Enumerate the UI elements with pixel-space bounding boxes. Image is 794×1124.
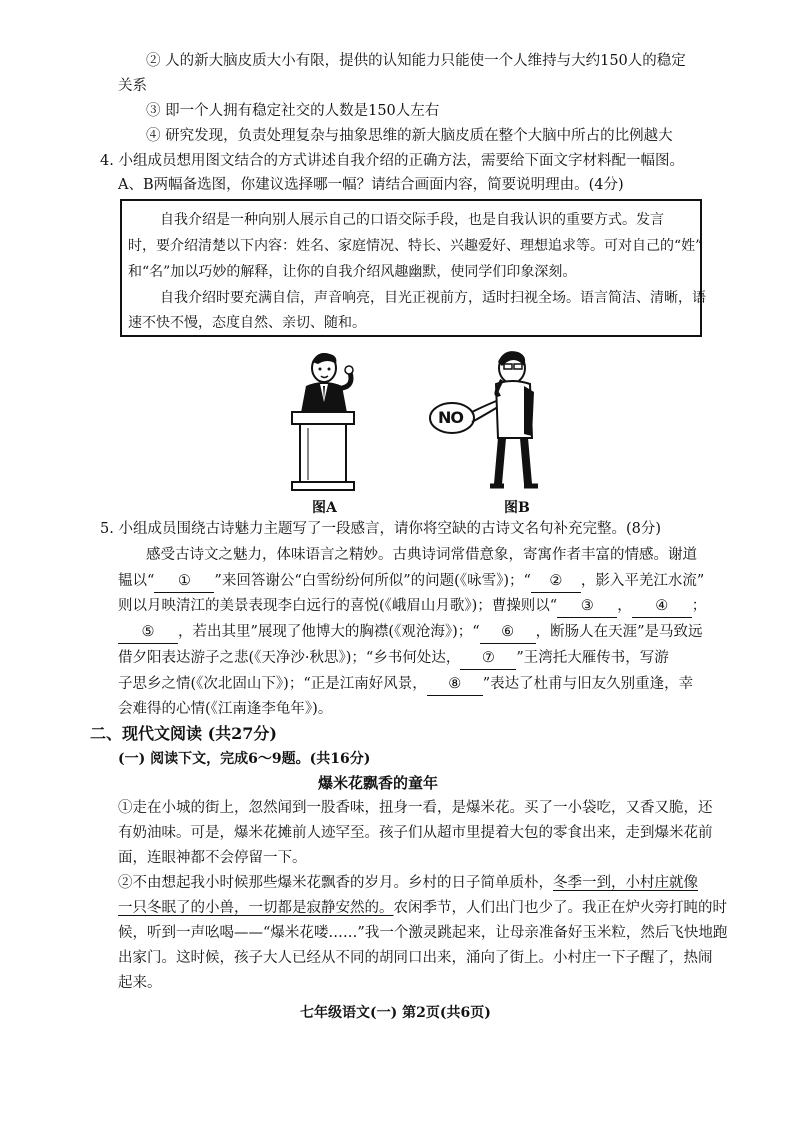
option-2-line-1: ② 人的新大脑皮质大小有限，提供的认知能力只能使一个人维持与大约150人的稳定 <box>146 53 686 69</box>
underlined-sentence: 冬季一到，小村庄就像 <box>553 875 698 891</box>
q5-paragraph-line-6 <box>118 673 693 696</box>
caption-figure-b: 图B <box>504 500 530 516</box>
blank-7[interactable]: ⑦ <box>460 647 516 670</box>
article-para-1-line-1: ①走在小城的街上，忽然闻到一股香味，扭身一看，是爆米花。买了一小袋吃，又香又脆，还 <box>118 800 713 816</box>
option-4: ④ 研究发现，负责处理复杂与抽象思维的新大脑皮质在整个大脑中所占的比例越大 <box>146 128 673 144</box>
blank-5[interactable]: ⑤ <box>118 621 178 644</box>
q5-text: 则以月映清江的美景表现李白远行的喜悦(《峨眉山月歌》)；曹操则以“ <box>118 598 558 614</box>
article-para-1-line-3: 面，连眼神都不会停留一下。 <box>118 850 307 866</box>
underlined-sentence: 一只冬眠了的小兽，一切都是寂静安然的。 <box>118 900 394 916</box>
question-5-prompt: 5. 小组成员围绕古诗魅力主题写了一段感言，请你将空缺的古诗文名句补充完整。(8分) <box>100 521 661 537</box>
q5-paragraph-line-4 <box>118 621 703 644</box>
q5-text: ”来回答谢公“白雪纷纷何所似”的问题(《咏雪》)；“ <box>214 573 531 589</box>
material-line-3: 和“名”加以巧妙的解释，让你的自我介绍风趣幽默，使同学们印象深刻。 <box>128 264 577 280</box>
q5-text: 韫以“ <box>118 573 155 589</box>
q5-text: ， <box>617 598 632 614</box>
material-line-5: 速不快不慢，态度自然、亲切、随和。 <box>128 315 366 331</box>
option-2-line-2: 关系 <box>118 78 147 94</box>
q5-text: ，断肠人在天涯”是马致远 <box>535 624 703 640</box>
option-3: ③ 即一个人拥有稳定社交的人数是150人左右 <box>146 103 440 119</box>
blank-8[interactable]: ⑧ <box>427 673 483 696</box>
article-para-2-line-5: 起来。 <box>118 975 162 991</box>
figure-a-illustration <box>278 346 368 494</box>
article-para-2-line-4: 出家门。这时候，孩子大人已经从不同的胡同口出来，涌向了街上。小村庄一下子醒了，热闹 <box>118 950 713 966</box>
article-para-2-line-1 <box>118 872 698 894</box>
q5-paragraph-line-5 <box>118 647 669 670</box>
q5-text: ，若出其里”展现了他博大的胸襟(《观沧海》)；“ <box>178 624 480 640</box>
q5-text: ，影入平羌江水流” <box>580 573 705 589</box>
section-2-subheading: (一) 阅读下文，完成6～9题。(共16分) <box>118 751 371 767</box>
material-line-2: 时，要介绍清楚以下内容：姓名、家庭情况、特长、兴趣爱好、理想追求等。可对自己的“姓” <box>128 238 703 254</box>
q5-paragraph-line-2 <box>118 570 704 593</box>
question-4-line-2: A、B两幅备选图，你建议选择哪一幅？请结合画面内容，简要说明理由。(4分) <box>118 177 624 193</box>
q5-text: ”王湾托大雁传书，写游 <box>516 650 669 666</box>
blank-1[interactable]: ① <box>154 570 214 593</box>
article-text: ②不由想起我小时候那些爆米花飘香的岁月。乡村的日子简单质朴， <box>118 875 553 891</box>
blank-6[interactable]: ⑥ <box>480 621 536 644</box>
question-4-line-1: 4. 小组成员想用图文结合的方式讲述自我介绍的正确方法，需要给下面文字材料配一幅图。 <box>100 153 684 169</box>
article-para-1-line-2: 有奶油味。可是，爆米花摊前人迹罕至。孩子们从超市里提着大包的零食出来，走到爆米花前 <box>118 825 713 841</box>
q5-text: 子思乡之情(《次北固山下》)；“正是江南好风景， <box>118 676 427 692</box>
article-para-2-line-2 <box>118 897 727 919</box>
section-2-heading: 二、现代文阅读 (共27分) <box>90 724 277 743</box>
blank-4[interactable]: ④ <box>632 595 692 618</box>
article-title: 爆米花飘香的童年 <box>318 774 439 792</box>
q5-paragraph-line-1: 感受古诗文之魅力，体味语言之精妙。古典诗词常借意象，寄寓作者丰富的情感。谢道 <box>146 547 697 563</box>
material-line-4: 自我介绍时要充满自信，声音响亮，目光正视前方，适时扫视全场。语言简洁、清晰，语 <box>160 290 706 306</box>
q5-text: ； <box>691 598 707 614</box>
q5-text: ”表达了杜甫与旧友久别重逢，幸 <box>482 676 694 692</box>
blank-3[interactable]: ③ <box>557 595 617 618</box>
material-line-1: 自我介绍是一种向别人展示自己的口语交际手段，也是自我认识的重要方式。发言 <box>160 212 664 228</box>
q5-text: 借夕阳表达游子之悲(《天净沙·秋思》)；“乡书何处达， <box>118 650 461 666</box>
article-text: 农闲季节，人们出门也少了。我正在炉火旁打盹的时 <box>393 900 727 916</box>
page-footer: 七年级语文(一) 第2页(共6页) <box>300 1005 491 1021</box>
bubble-no-text: NO <box>438 408 463 427</box>
blank-2[interactable]: ② <box>531 570 581 593</box>
q5-paragraph-line-3 <box>118 595 706 618</box>
article-para-2-line-3: 候，听到一声吆喝——“爆米花喽……”我一个激灵跳起来，让母亲准备好玉米粒，然后飞快地跑 <box>118 925 728 941</box>
q5-paragraph-line-7: 会难得的心情(《江南逢李龟年》)。 <box>118 701 333 717</box>
caption-figure-a: 图A <box>312 500 337 516</box>
